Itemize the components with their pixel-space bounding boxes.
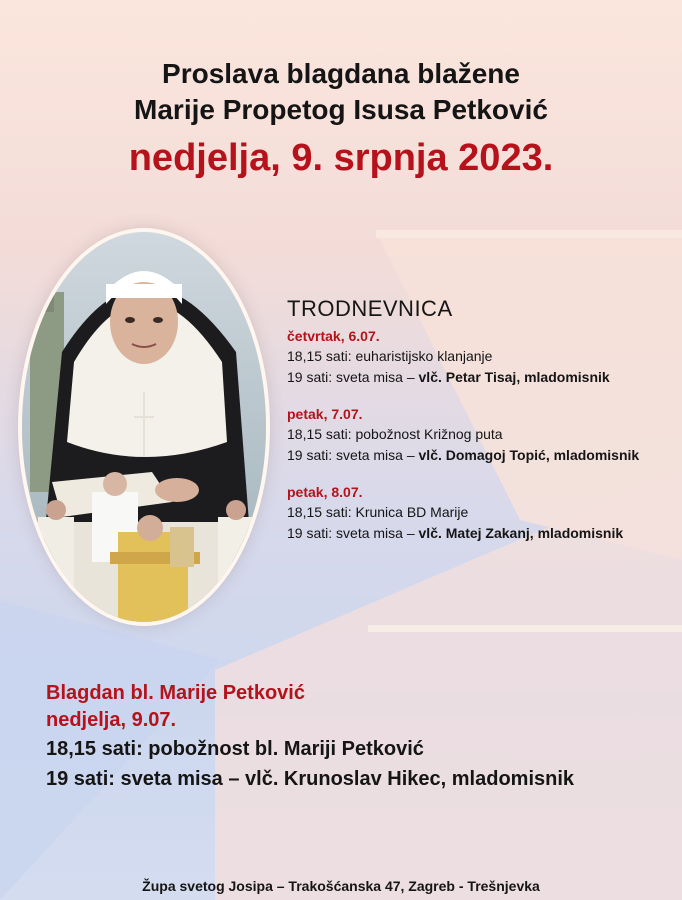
celebration-date: nedjelja, 9. srpnja 2023. [128, 137, 554, 179]
schedule-line: 18,15 sati: euharistijsko klanjanje [287, 348, 493, 364]
triduum-schedule [287, 296, 677, 560]
title-line-2: Marije Propetog Isusa Petković [134, 94, 548, 125]
mass-time-text: 19 sati: sveta misa – [287, 525, 419, 541]
poster-header [0, 56, 682, 180]
day-label: petak, 8.07. [287, 484, 363, 500]
mass-line [287, 523, 677, 544]
triduum-day-1 [287, 326, 677, 388]
schedule-line: 18,15 sati: pobožnost Križnog puta [287, 426, 503, 442]
mass-line [287, 367, 677, 388]
mass-time-text: 19 sati: sveta misa – [287, 447, 419, 463]
portrait-illustration [22, 232, 266, 622]
blessed-marija-portrait [22, 232, 266, 622]
feast-devotion-line: 18,15 sati: pobožnost bl. Mariji Petković [46, 738, 424, 760]
triduum-day-2 [287, 404, 677, 466]
parish-footer: Župa svetog Josipa – Trakošćanska 47, Zagreb - Trešnjevka [142, 878, 540, 894]
feast-mass-line: 19 sati: sveta misa – vlč. Krunoslav Hikec, mladomisnik [46, 768, 575, 790]
celebrant-name: vlč. Domagoj Topić, mladomisnik [418, 447, 640, 463]
feast-date: nedjelja, 9.07. [46, 709, 177, 731]
celebrant-name: vlč. Matej Zakanj, mladomisnik [418, 525, 624, 541]
schedule-line: 18,15 sati: Krunica BD Marije [287, 504, 469, 520]
mass-time-text: 19 sati: sveta misa – [287, 369, 419, 385]
day-label: četvrtak, 6.07. [287, 328, 380, 344]
mass-line [287, 445, 677, 466]
triduum-day-3 [287, 482, 677, 544]
celebrant-name: vlč. Petar Tisaj, mladomisnik [418, 369, 610, 385]
title-line-1: Proslava blagdana blažene [162, 58, 520, 89]
triduum-heading: TRODNEVNICA [287, 296, 453, 321]
feast-day-section [46, 680, 666, 794]
day-label: petak, 7.07. [287, 406, 363, 422]
feast-title: Blagdan bl. Marije Petković [46, 682, 305, 704]
